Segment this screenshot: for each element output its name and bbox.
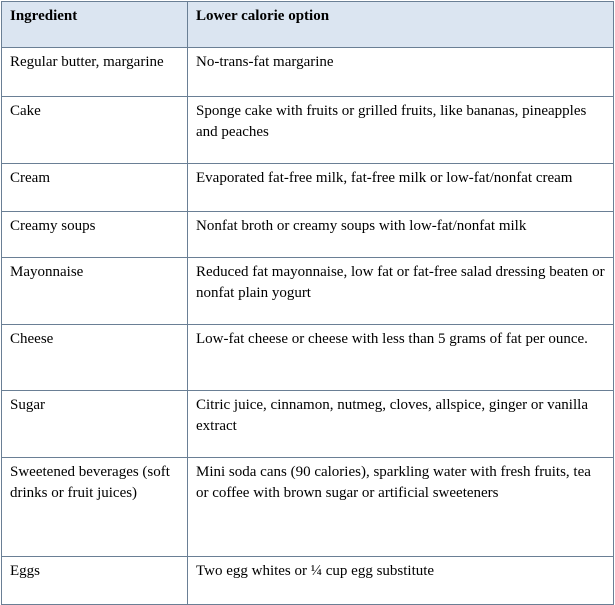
option-cell: Mini soda cans (90 calories), sparkling water with fresh fruits, tea or coffee with brown sugar or artificial sweeteners (188, 458, 614, 557)
ingredient-cell: Mayonnaise (2, 258, 188, 325)
table-row (2, 212, 614, 258)
header-lower-calorie-option: Lower calorie option (188, 2, 614, 48)
ingredient-cell: Regular butter, margarine (2, 48, 188, 97)
header-ingredient: Ingredient (2, 2, 188, 48)
option-cell: No-trans-fat margarine (188, 48, 614, 97)
option-cell: Reduced fat mayonnaise, low fat or fat-free salad dressing beaten or nonfat plain yogurt (188, 258, 614, 325)
option-cell: Sponge cake with fruits or grilled fruits, like bananas, pineapples and peaches (188, 97, 614, 164)
ingredient-cell: Cheese (2, 325, 188, 391)
option-cell: Citric juice, cinnamon, nutmeg, cloves, allspice, ginger or vanilla extract (188, 391, 614, 458)
substitution-table (1, 1, 614, 605)
table-row (2, 557, 614, 605)
ingredient-cell: Cream (2, 164, 188, 212)
table-row (2, 258, 614, 325)
option-cell: Low-fat cheese or cheese with less than 5 grams of fat per ounce. (188, 325, 614, 391)
option-cell: Two egg whites or ¼ cup egg substitute (188, 557, 614, 605)
table-row (2, 458, 614, 557)
ingredient-cell: Eggs (2, 557, 188, 605)
table-row (2, 391, 614, 458)
ingredient-cell: Creamy soups (2, 212, 188, 258)
table-row (2, 97, 614, 164)
table-row (2, 48, 614, 97)
table-row (2, 325, 614, 391)
table-header-row (2, 2, 614, 48)
ingredient-cell: Sugar (2, 391, 188, 458)
option-cell: Evaporated fat-free milk, fat-free milk or low-fat/nonfat cream (188, 164, 614, 212)
ingredient-cell: Sweetened beverages (soft drinks or fruit juices) (2, 458, 188, 557)
option-cell: Nonfat broth or creamy soups with low-fat/nonfat milk (188, 212, 614, 258)
ingredient-cell: Cake (2, 97, 188, 164)
table-row (2, 164, 614, 212)
